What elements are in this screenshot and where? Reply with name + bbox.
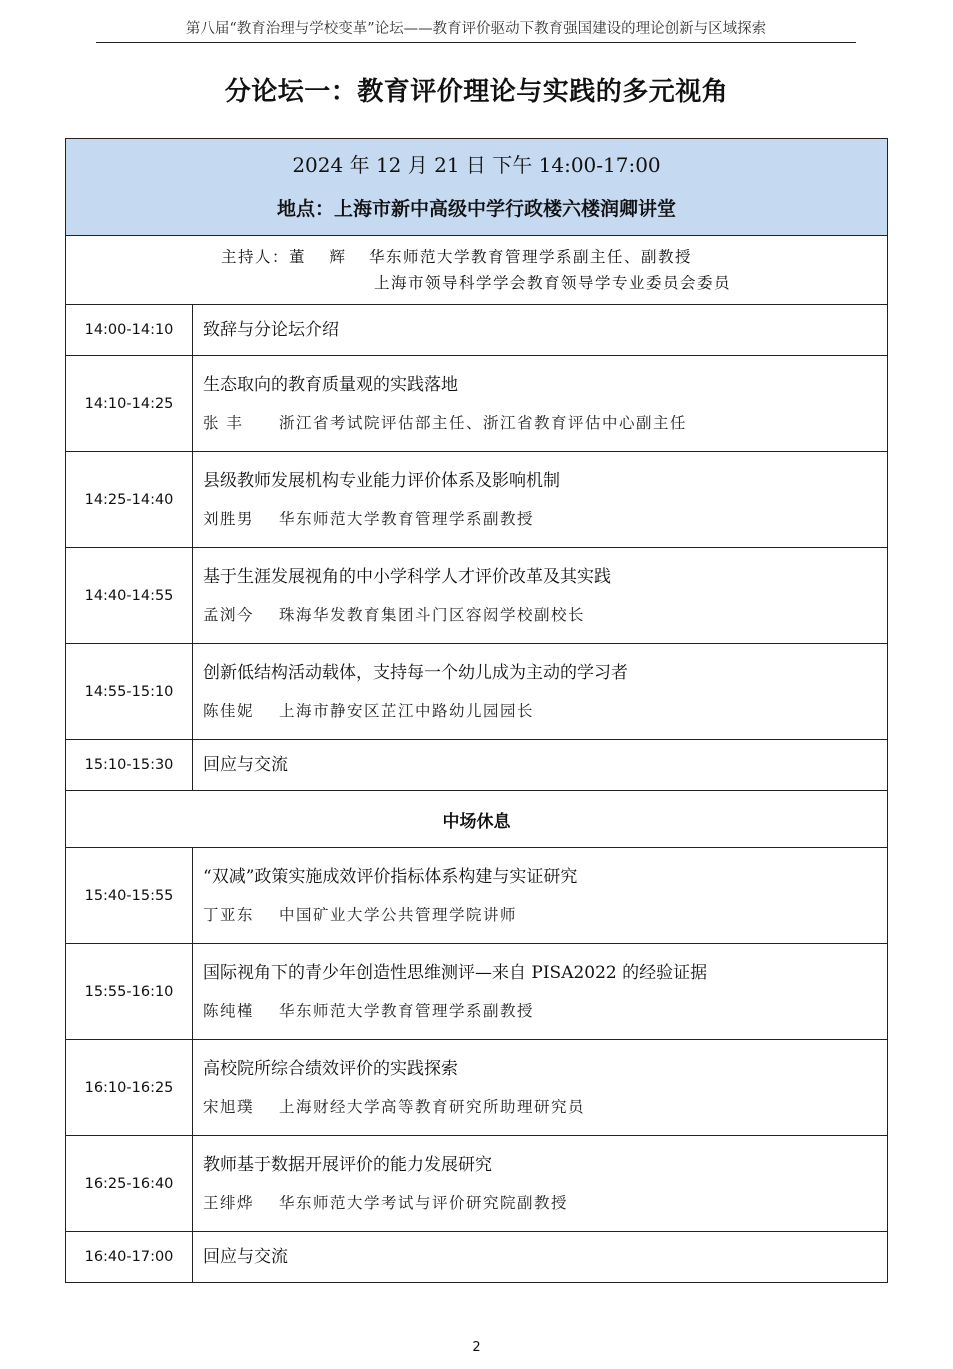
speaker-name: 王绯烨 [203, 1193, 255, 1212]
running-header: 第八届“教育治理与学校变革”论坛——教育评价驱动下教育强国建设的理论创新与区域探索 [96, 18, 856, 43]
host-cell [66, 236, 888, 305]
talk-cell [193, 944, 888, 1040]
schedule-row [66, 644, 888, 740]
schedule-row [66, 944, 888, 1040]
time-slot: 16:40-17:00 [66, 1232, 193, 1283]
speaker-line [203, 699, 887, 723]
speaker-affiliation: 浙江省考试院评估部主任、浙江省教育评估中心副主任 [279, 413, 688, 432]
page-number: 2 [472, 1340, 481, 1355]
host-row [66, 236, 888, 305]
talk-title: 基于生涯发展视角的中小学科学人才评价改革及其实践 [203, 566, 611, 587]
schedule-row [66, 1040, 888, 1136]
speaker-name: 丁亚东 [203, 905, 255, 924]
speaker-name: 宋旭璞 [203, 1097, 255, 1116]
schedule-row [66, 1136, 888, 1232]
talk-cell [193, 356, 888, 452]
talk-cell [193, 1136, 888, 1232]
talk-cell [193, 644, 888, 740]
speaker-line [203, 1095, 887, 1119]
break-row [66, 791, 888, 848]
talk-cell [193, 305, 888, 356]
talk-title: 高校院所综合绩效评价的实践探索 [203, 1058, 458, 1079]
speaker-affiliation: 华东师范大学考试与评价研究院副教授 [279, 1193, 569, 1212]
time-slot: 16:10-16:25 [66, 1040, 193, 1136]
schedule-table [65, 138, 888, 1283]
host-title-2: 上海市领导科学学会教育领导学专业委员会委员 [374, 274, 732, 292]
time-slot: 14:25-14:40 [66, 452, 193, 548]
speaker-name: 刘胜男 [203, 509, 255, 528]
talk-title: 致辞与分论坛介绍 [203, 320, 339, 340]
schedule-row [66, 452, 888, 548]
talk-title: 创新低结构活动载体，支持每一个幼儿成为主动的学习者 [203, 662, 628, 683]
speaker-name: 陈纯槿 [203, 1001, 255, 1020]
talk-title: “双减”政策实施成效评价指标体系构建与实证研究 [203, 866, 578, 887]
host-line-2 [66, 270, 887, 296]
time-slot: 14:10-14:25 [66, 356, 193, 452]
time-slot: 14:40-14:55 [66, 548, 193, 644]
speaker-affiliation: 珠海华发教育集团斗门区容闳学校副校长 [279, 605, 586, 624]
host-line-1 [66, 244, 887, 270]
speaker-line [203, 411, 887, 435]
time-slot: 16:25-16:40 [66, 1136, 193, 1232]
schedule-row [66, 548, 888, 644]
host-name: 董 辉 [289, 248, 355, 266]
speaker-line [203, 1191, 887, 1215]
talk-title: 教师基于数据开展评价的能力发展研究 [203, 1154, 492, 1175]
time-slot: 15:10-15:30 [66, 740, 193, 791]
speaker-line [203, 507, 887, 531]
talk-title: 县级教师发展机构专业能力评价体系及影响机制 [203, 470, 560, 491]
speaker-name: 陈佳妮 [203, 701, 255, 720]
talk-cell [193, 848, 888, 944]
page-title: 分论坛一：教育评价理论与实践的多元视角 [224, 77, 729, 107]
session-venue: 地点：上海市新中高级中学行政楼六楼润卿讲堂 [276, 198, 676, 220]
talk-cell [193, 452, 888, 548]
talk-title: 回应与交流 [203, 1247, 288, 1267]
speaker-affiliation: 上海财经大学高等教育研究所助理研究员 [279, 1097, 586, 1116]
host-label: 主持人： [221, 248, 290, 266]
schedule-row [66, 305, 888, 356]
banner-row [66, 139, 888, 236]
speaker-line [203, 999, 887, 1023]
time-slot: 15:40-15:55 [66, 848, 193, 944]
speaker-line [203, 903, 887, 927]
time-slot: 14:55-15:10 [66, 644, 193, 740]
speaker-affiliation: 华东师范大学教育管理学系副教授 [279, 1001, 535, 1020]
speaker-name: 孟浏今 [203, 605, 255, 624]
banner-cell [66, 139, 888, 236]
speaker-affiliation: 华东师范大学教育管理学系副教授 [279, 509, 535, 528]
talk-cell [193, 1232, 888, 1283]
schedule-row [66, 848, 888, 944]
speaker-line [203, 603, 887, 627]
speaker-affiliation: 上海市静安区芷江中路幼儿园园长 [279, 701, 535, 720]
schedule-row [66, 356, 888, 452]
speaker-affiliation: 中国矿业大学公共管理学院讲师 [279, 905, 518, 924]
talk-title: 生态取向的教育质量观的实践落地 [203, 374, 458, 395]
session-date: 2024 年 12 月 21 日 下午 14:00-17:00 [292, 153, 661, 177]
talk-title: 回应与交流 [203, 755, 288, 775]
time-slot: 15:55-16:10 [66, 944, 193, 1040]
break-label: 中场休息 [66, 791, 888, 848]
talk-cell [193, 548, 888, 644]
speaker-name: 张 丰 [203, 413, 244, 432]
schedule-row [66, 1232, 888, 1283]
schedule-row [66, 740, 888, 791]
time-slot: 14:00-14:10 [66, 305, 193, 356]
talk-cell [193, 740, 888, 791]
talk-cell [193, 1040, 888, 1136]
talk-title: 国际视角下的青少年创造性思维测评—来自 PISA2022 的经验证据 [203, 962, 708, 983]
host-title-1: 华东师范大学教育管理学系副主任、副教授 [369, 248, 693, 266]
